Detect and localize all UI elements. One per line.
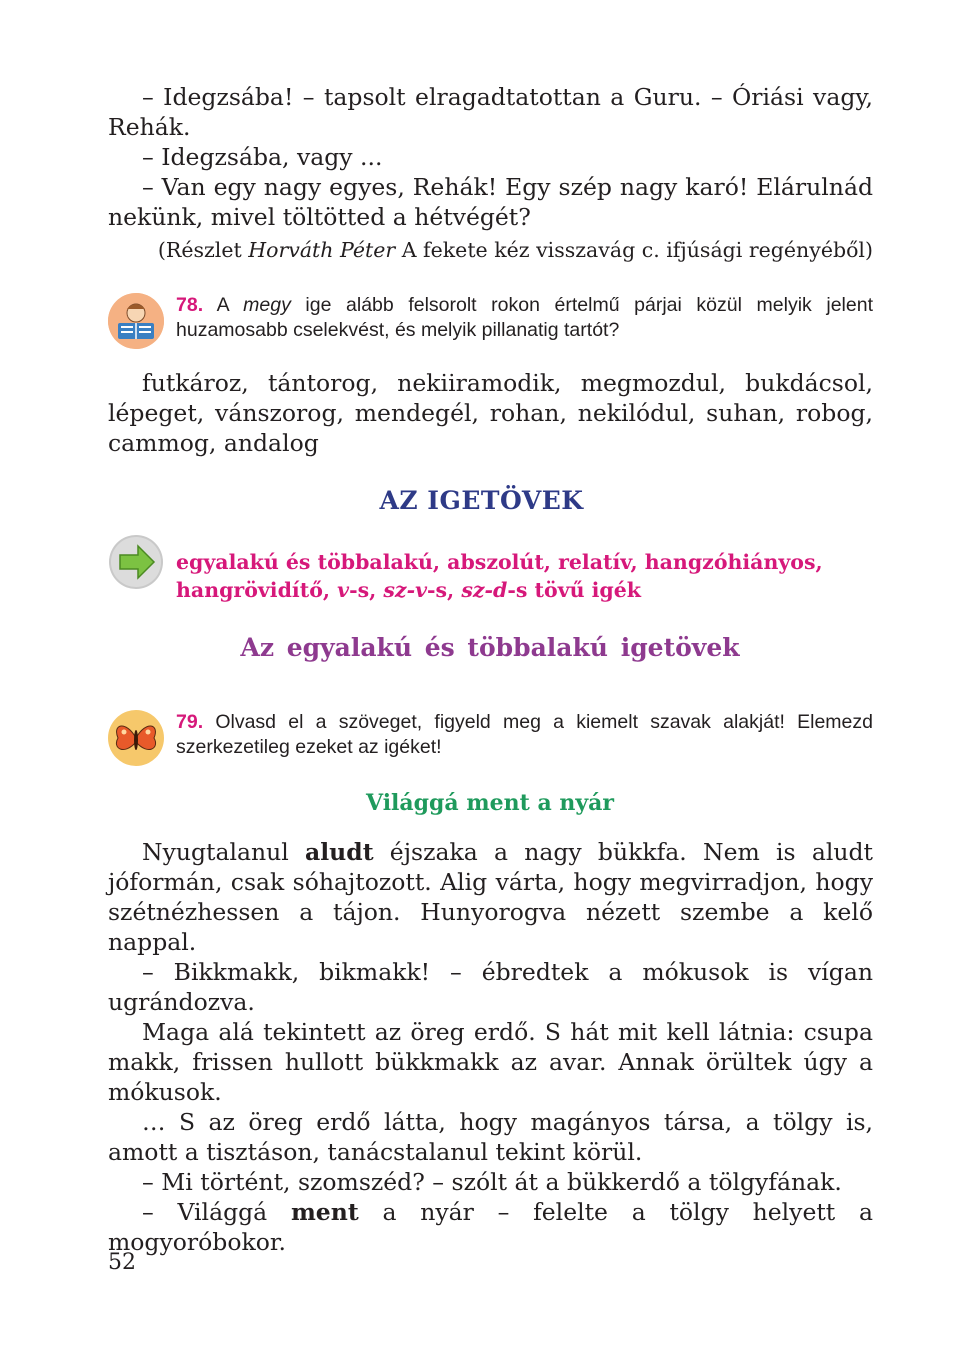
story-highlight: aludt bbox=[305, 838, 374, 866]
task-emphasis: megy bbox=[243, 294, 291, 316]
subsection-title: Az egyalakú és többalakú igetövek bbox=[240, 633, 740, 662]
section-title: AZ IGETÖVEK bbox=[379, 486, 584, 515]
story-text-run: Nyugtalanul bbox=[142, 838, 306, 866]
keyword-text: -s, bbox=[349, 578, 384, 602]
keyword-italic: sz-d bbox=[461, 578, 508, 602]
word-list bbox=[108, 368, 873, 458]
keyword-italic: v bbox=[337, 578, 350, 602]
excerpt-paragraph: – Idegzsába! – tapsolt elragadtatottan a Guru. – Óriási vagy, Rehák. bbox=[108, 83, 873, 141]
word-list-text: futkároz, tántorog, nekiiramodik, megmozdul, bukdácsol, lépeget, vánszorog, mendegél, rohan, nekilódul, suhan, robog, cammog, andalog bbox=[108, 369, 873, 457]
source-suffix: A fekete kéz visszavág c. ifjúsági regényéből) bbox=[395, 238, 873, 262]
story-paragraph: – Bikkmakk, bikmakk! – ébredtek a mókusok is vígan ugrándozva. bbox=[108, 958, 873, 1016]
page-number: 52 bbox=[108, 1250, 136, 1275]
excerpt-source bbox=[108, 236, 873, 264]
story-highlight: ment bbox=[290, 1198, 359, 1226]
task-text: A bbox=[203, 294, 244, 316]
story-paragraph bbox=[108, 1197, 873, 1257]
reading-child-icon bbox=[108, 293, 164, 349]
source-prefix: (Részlet bbox=[157, 238, 249, 262]
excerpt-paragraph: – Van egy nagy egyes, Rehák! Egy szép nagy karó! Elárulnád nekünk, mivel töltötted a hétvégét? bbox=[108, 173, 873, 231]
keyword-text: egyalakú és többalakú, abszolút, relatív, hangzóhiányos, hangrövidítő, bbox=[176, 550, 823, 602]
keyword-italic: sz-v bbox=[383, 578, 427, 602]
task-text: ige alább felsorolt rokon értelmű párjai közül melyik jelent huzamosabb cselekvést, és melyik pillanatig tartót? bbox=[176, 294, 873, 341]
task-number: 78. bbox=[176, 294, 204, 316]
story-text bbox=[108, 837, 873, 1257]
arrow-right-icon bbox=[108, 534, 164, 590]
story-paragraph bbox=[108, 837, 873, 957]
task-78 bbox=[176, 293, 873, 343]
story-paragraph: Maga alá tekintett az öreg erdő. S hát mit kell látnia: csupa makk, frissen hullott bükkmakk az avar. Annak örültek úgy a mókusok. bbox=[108, 1018, 873, 1106]
keyword-text: -s tövű igék bbox=[507, 578, 642, 602]
story-title: Világgá ment a nyár bbox=[366, 790, 614, 816]
excerpt-paragraph: – Idegzsába, vagy ... bbox=[142, 143, 383, 171]
excerpt bbox=[108, 82, 873, 232]
source-author: Horváth Péter bbox=[248, 238, 396, 262]
keyword-text: -s, bbox=[427, 578, 462, 602]
story-text-run: éjszaka a nagy bükkfa. Nem is aludt jóformán, csak sóhajtozott. Alig várta, hogy megvirradjon, hogy szétnézhessen a tájon. Hunyorogva nézett szembe a kelő nappal. bbox=[108, 838, 873, 956]
task-79 bbox=[176, 710, 873, 760]
butterfly-icon bbox=[108, 710, 164, 766]
story-paragraph: – Mi történt, szomszéd? – szólt át a bükkerdő a tölgyfának. bbox=[142, 1168, 842, 1196]
story-paragraph: … S az öreg erdő látta, hogy magányos társa, a tölgy is, amott a tisztáson, tanácstalanul tekint körül. bbox=[108, 1108, 873, 1166]
task-number: 79. bbox=[176, 711, 204, 733]
task-text: Olvasd el a szöveget, figyeld meg a kiemelt szavak alakját! Elemezd szerkezetileg ezeket az igéket! bbox=[176, 711, 873, 758]
section-keywords bbox=[176, 548, 873, 604]
story-text-run: a nyár – felelte a tölgy helyett a mogyoróbokor. bbox=[108, 1198, 874, 1256]
story-text-run: – Világgá bbox=[142, 1198, 291, 1226]
